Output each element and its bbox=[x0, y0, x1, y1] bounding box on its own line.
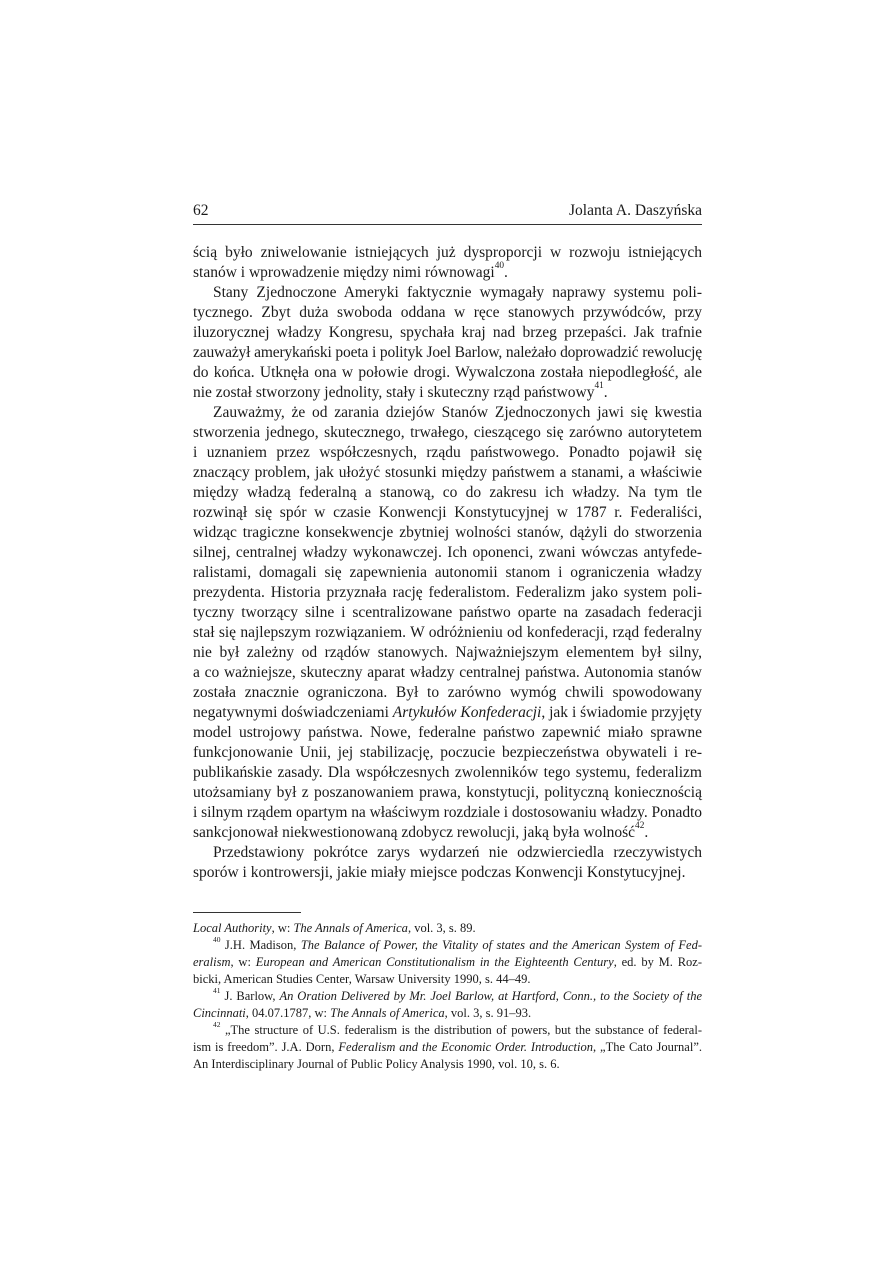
body-line: Stany Zjednoczone Ameryki faktycznie wymagały naprawy systemu poli- bbox=[213, 284, 702, 301]
italic-text: Artykułów Konfederacji bbox=[392, 704, 542, 721]
body-line: Przedstawiony pokrótce zarys wydarzeń nie odzwierciedla rzeczywistych bbox=[213, 844, 702, 861]
footnote-ref: 41 bbox=[594, 381, 604, 392]
body-line: rozwinął się spór w czasie Konwencji Konstytucyjnej w 1787 r. Federaliści, bbox=[193, 504, 702, 521]
body-line: silnej, centralnej władzy wykonawczej. Ich oponenci, zwani wówczas antyfede- bbox=[193, 544, 702, 561]
footnote-ref: 42 bbox=[213, 1020, 221, 1030]
body-line: stał się najlepszym rozwiązaniem. W odróżnieniu od konfederacji, rząd federalny bbox=[193, 624, 702, 641]
body-line: a co ważniejsze, skuteczny aparat władzy centralnej państwa. Autonomia stanów bbox=[193, 664, 702, 681]
body-line: tyczny tworzący silne i scentralizowane państwo oparte na zasadach federacji bbox=[193, 604, 702, 621]
body-line: stanów i wprowadzenie między nimi równowagi$^{40}$. bbox=[193, 261, 508, 281]
body-line: między władzą federalną a stanową, co do zakresu ich władzy. Na tym tle bbox=[193, 484, 702, 501]
footnotes bbox=[193, 920, 702, 1073]
italic-text: Federalism and the Economic Order. Introduction bbox=[338, 1040, 593, 1054]
footnote-line: $^{41}$ J. Barlow, An Oration Delivered by Mr. Joel Barlow, at Hartford, Conn., to the Society of the bbox=[213, 986, 702, 1003]
body-line: i silnym rządem opartym na właściwym rozdziale i dostosowaniu władzy. Ponadto bbox=[193, 804, 702, 821]
footnote-line: An Interdisciplinary Journal of Public Policy Analysis 1990, vol. 10, s. 6. bbox=[193, 1057, 560, 1071]
body-line: publikańskie zasady. Dla współczesnych zwolenników tego systemu, federalizm bbox=[193, 764, 702, 781]
body-line: ścią było zniwelowanie istniejących już dysproporcji w rozwoju istniejących bbox=[193, 244, 702, 261]
footnote-ref: 40 bbox=[494, 261, 505, 272]
footnote-line: eralism, w: European and American Constitutionalism in the Eighteenth Century, ed. by M. Roz- bbox=[193, 955, 703, 969]
footnote-line: bicki, American Studies Center, Warsaw University 1990, s. 44–49. bbox=[193, 972, 531, 986]
body-line: negatywnymi doświadczeniami Artykułów Konfederacji, jak i świadomie przyjęty bbox=[193, 704, 702, 721]
body-line: stworzenia jednego, skutecznego, trwałego, cieszącego się zarówno autorytetem bbox=[193, 424, 702, 441]
body-line: została znacznie ograniczona. Był to zarówno wymóg chwili spowodowany bbox=[193, 684, 702, 701]
body-line: Zauważmy, że od zarania dziejów Stanów Zjednoczonych jawi się kwestia bbox=[213, 404, 702, 421]
footnote-line: Cincinnati, 04.07.1787, w: The Annals of America, vol. 3, s. 91–93. bbox=[193, 1006, 532, 1020]
footnote-ref: 42 bbox=[635, 821, 645, 832]
footnote-line: Local Authority, w: The Annals of America, vol. 3, s. 89. bbox=[193, 921, 476, 935]
footnote-ref: 40 bbox=[213, 935, 221, 945]
body-line: do końca. Utknęła ona w połowie drogi. Wywalczona została niepodległość, ale bbox=[193, 364, 702, 381]
body-line: widząc tragiczne konsekwencje zbytniej wolności stanów, dążyli do stworzenia bbox=[193, 524, 702, 541]
body-line: prezydenta. Historia przyznała rację federalistom. Federalizm jako system poli- bbox=[193, 584, 702, 601]
body-line: sankcjonował niekwestionowaną zdobycz rewolucji, jaką była wolność$^{42}$. bbox=[193, 821, 649, 841]
italic-text: The Balance of Power, the Vitality of states and the American System of Fed- bbox=[300, 938, 702, 952]
footnote-ref: 41 bbox=[213, 986, 221, 996]
body-line: utożsamiany był z poszanowaniem prawa, konstytucji, polityczną koniecznością bbox=[193, 784, 702, 801]
italic-text: An Oration Delivered by Mr. Joel Barlow, at Hartford, Conn., to the Society of the bbox=[279, 989, 702, 1003]
italic-text: Local Authority bbox=[193, 921, 272, 935]
body-text bbox=[193, 243, 702, 883]
footnote-separator bbox=[193, 912, 301, 913]
italic-text: Cincinnati bbox=[193, 1006, 246, 1020]
body-line: zauważył amerykański poeta i polityk Joel Barlow, należało doprowadzić rewolucję bbox=[193, 344, 702, 361]
footnote-line: ism is freedom”. J.A. Dorn, Federalism and the Economic Order. Introduction, „The Cato Journal”. bbox=[193, 1040, 703, 1054]
body-line: funkcjonowanie Unii, jej stabilizację, poczucie bezpieczeństwa obywateli i re- bbox=[193, 744, 702, 761]
body-line: nie został stworzony jednolity, stały i skuteczny rząd państwowy$^{41}$. bbox=[193, 381, 608, 401]
body-line: model ustrojowy państwa. Nowe, federalne państwo zapewnić miało sprawne bbox=[193, 724, 702, 741]
footnote-line: $^{42}$ „The structure of U.S. federalism is the distribution of powers, but the substance of federal- bbox=[213, 1020, 702, 1037]
body-line: iluzorycznej władzy Kongresu, spychała kraj nad brzeg przepaści. Jak trafnie bbox=[193, 324, 702, 341]
body-line: i uznaniem przez współczesnych, rządu państwowego. Ponadto pojawił się bbox=[193, 444, 702, 461]
body-line: sporów i kontrowersji, jakie miały miejsce podczas Konwencji Konstytucyjnej. bbox=[193, 864, 686, 881]
running-header bbox=[193, 202, 702, 225]
italic-text: The Annals of America bbox=[330, 1006, 445, 1020]
body-line: tycznego. Zbyt duża swoboda oddana w ręce stanowych przywódców, przy bbox=[193, 304, 702, 321]
italic-text: European and American Constitutionalism in the Eighteenth Century bbox=[255, 955, 614, 969]
footnote-line: $^{40}$ J.H. Madison, The Balance of Power, the Vitality of states and the American System of Fed- bbox=[213, 935, 702, 952]
page-number: 62 bbox=[193, 202, 209, 219]
body-line: ralistami, domagali się zapewnienia autonomii stanom i ograniczenia władzy bbox=[193, 564, 702, 581]
italic-text: The Annals of America bbox=[293, 921, 408, 935]
running-head-author: Jolanta A. Daszyńska bbox=[568, 202, 702, 219]
body-line: znaczący problem, jak ułożyć stosunki między państwem a stanami, a właściwie bbox=[193, 464, 702, 481]
italic-text: eralism bbox=[193, 955, 231, 969]
body-line: nie był zależny od rządów stanowych. Najważniejszym elementem był silny, bbox=[193, 644, 702, 661]
